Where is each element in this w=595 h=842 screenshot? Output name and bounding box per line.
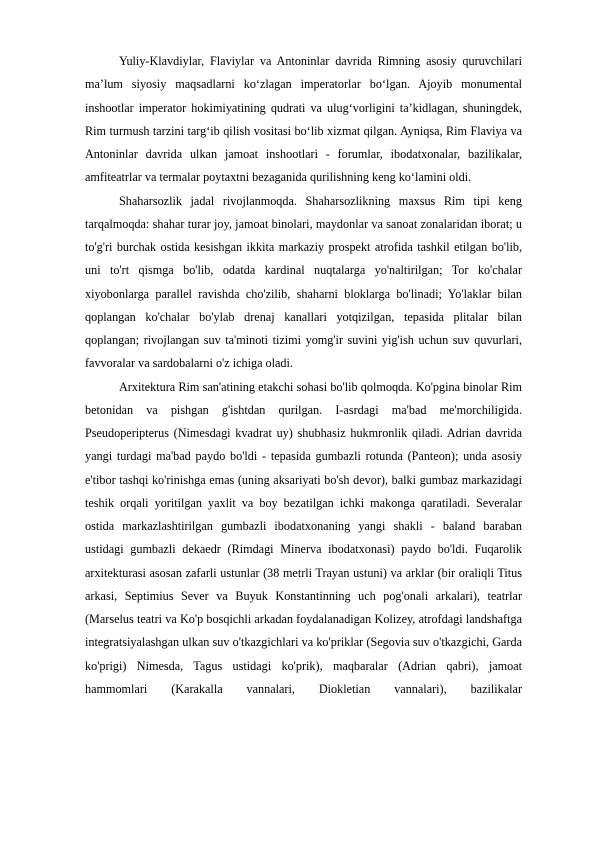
body-text [85, 50, 522, 701]
paragraph-3: Arxitektura Rim san'atining etakchi sohasi bo'lib qolmoqda. Ko'pgina binolar Rim betonidan va pishgan g'ishtdan qurilgan. I-asrdagi ma'bad me'morchiligida. Pseudoperipterus (Nimesdagi kvadrat uy) shubhasiz hukmronlik qiladi. Adrian davrida yangi turdagi ma'bad paydo bo'ldi - tepasida gumbazli rotunda (Panteon); unda asosiy e'tibor tashqi ko'rinishga emas (uning aksariyati bo'sh devor), balki gumbaz markazidagi teshik orqali yoritilgan yaxlit va boy bezatilgan ichki makonga qaratiladi. Severalar ostida markazlashtirilgan gumbazli ibodatxonaning yangi shakli - baland baraban ustidagi gumbazli dekaedr (Rimdagi Minerva ibodatxonasi) paydo bo'ldi. Fuqarolik arxitekturasi asosan zafarli ustunlar (38 metrli Trayan ustuni) va arklar (bir oraliqli Titus arkasi, Septimius Sever va Buyuk Konstantinning uch pog'onali arkalari), teatrlar (Marselus teatri va Ko'p bosqichli arkadan foydalanadigan Kolizey, atrofdagi landshaftga integratsiyalashgan ulkan suv o'tkazgichlari va ko'priklar (Segovia suv o'tkazgichi, Garda ko'prigi) Nimesda, Tagus ustidagi ko'prik), maqbaralar (Adrian qabri), jamoat hammomlari (Karakalla vannalari, Diokletian vannalari), bazilikalar [85, 379, 522, 696]
paragraph-1: Yuliy-Klavdiylar, Flaviylar va Antoninlar davrida Rimning asosiy quruvchilari ma’lum siyosiy maqsadlarni ko‘zlagan imperatorlar bo‘lgan. Ajoyib monumental inshootlar imperator hokimiyatining qudrati va ulug‘vorligini ta’kidlagan, shuningdek, Rim turmush tarzini targ‘ib qilish vositasi bo‘lib xizmat qilgan. Ayniqsa, Rim Flaviya va Antoninlar davrida ulkan jamoat inshootlari - forumlar, ibodatxonalar, bazilikalar, amfiteatrlar va termalar poytaxtni bezaganida qurilishning keng ko‘lamini oldi. [85, 54, 522, 185]
paragraph-2: Shaharsozlik jadal rivojlanmoqda. Shaharsozlikning maxsus Rim tipi keng tarqalmoqda: shahar turar joy, jamoat binolari, maydonlar va sanoat zonalaridan iborat; u to'g'ri burchak ostida kesishgan ikkita markaziy prospekt atrofida tashkil etilgan bo'lib, uni to'rt qismga bo'lib, odatda kardinal nuqtalarga yo'naltirilgan; Tor ko'chalar xiyobonlarga parallel ravishda cho'zilib, shaharni bloklarga bo'linadi; Yo'laklar bilan qoplangan ko'chalar bo'ylab drenaj kanallari yotqizilgan, tepasida plitalar bilan qoplangan; rivojlangan suv ta'minoti tizimi yomg'ir suvini yig'ish uchun suv quvurlari, favvoralar va sardobalarni o'z ichiga oladi. [85, 193, 522, 371]
